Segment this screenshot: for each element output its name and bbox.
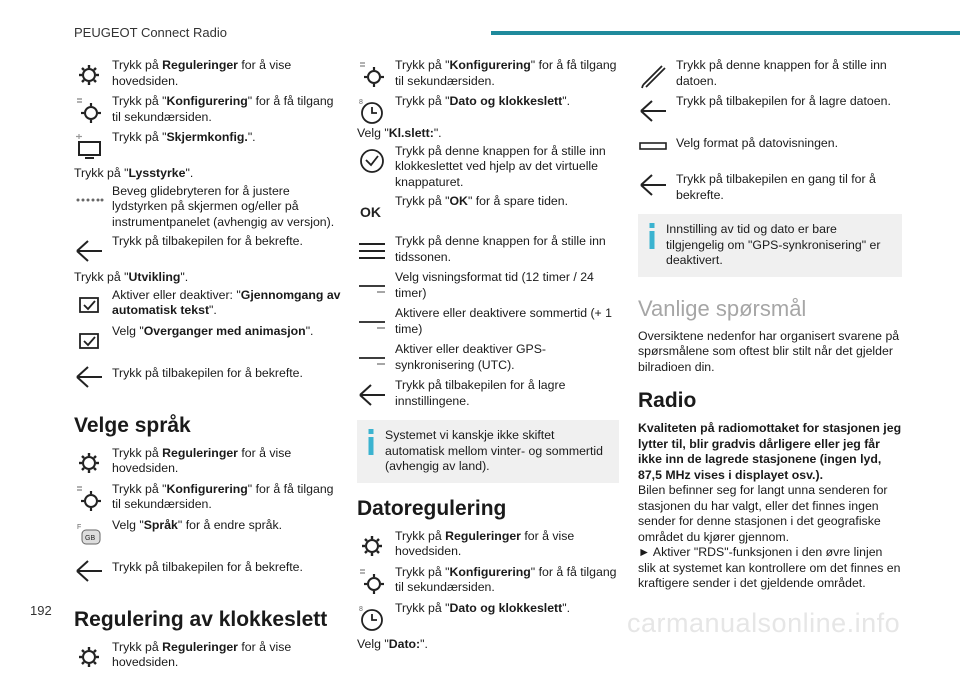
gear-icon [74,60,104,90]
checkbox-icon [74,290,104,320]
section-heading-clock: Regulering av klokkeslett [74,607,328,631]
instruction-item: Trykk på tilbakepilen for å bekrefte. [74,234,342,268]
back-arrow-icon [638,170,668,200]
faq-answer: Bilen befinner seg for langt unna senderen for stasjonen du har valgt, eller det finnes ingen sender for denne stasjonen i det geografiske området du kjører gjennom. [638,483,888,544]
gear-icon [74,642,104,672]
instruction-item: Trykk på tilbakepilen en gang til for å bekrefte. [638,168,902,206]
format-bar-icon [638,132,668,162]
header-accent-bar [491,31,960,35]
instruction-item: Trykk på "Konfigurering" for å få tilgang til sekundærsiden. [74,482,342,516]
ok-button-icon [357,196,387,226]
svg-text:8: 8 [359,99,363,106]
back-arrow-icon [74,362,104,392]
section-heading-faq: Vanlige spørsmål [638,295,807,321]
svg-text:OK: OK [360,204,381,220]
instruction-item: OK Trykk på "OK" for å spare tiden. [357,194,619,232]
info-box [357,420,619,483]
checkmark-circle-icon [357,146,387,176]
instruction-item: Trykk på Reguleringer for å vise hovedsiden. [74,640,342,674]
watermark: carmanualsonline.info [627,608,901,638]
faq-question: Kvaliteten på radiomottaket for stasjonen jeg lytter til, blir gradvis dårligere eller jeg får ikke inn de lagrede stasjonene (ingen lyd, 87,5 MHz vises i displayet osv.). [638,421,902,482]
svg-text:8: 8 [359,605,363,613]
info-icon [367,429,375,455]
back-arrow-icon [74,556,104,586]
checkbox-icon [74,326,104,356]
instruction-item: Velg format på datovisningen. [638,130,902,166]
screen-brightness-icon [74,132,104,162]
instruction-item: Trykk på Reguleringer for å vise hovedsiden. [74,446,342,480]
instruction-item: Trykk på denne knappen for å stille inn datoen. [638,58,902,92]
instruction-item: Aktiver eller deaktiver GPS-synkronisering (UTC). [357,342,619,376]
clock-icon [357,603,387,633]
info-text: Systemet vi kanskje ikke skiftet automatisk mellom vinter- og sommertid (avhengig av land). [385,428,603,473]
svg-text:GB: GB [85,534,96,542]
instruction-text: Trykk på "Lysstyrke". [74,166,194,180]
instruction-item: Trykk på tilbakepilen for å lagre datoen. [638,94,902,128]
settings-gear-icon [74,484,104,514]
page-header-title: PEUGEOT Connect Radio [74,25,227,40]
slider-instruction: Beveg glidebryteren for å justere lydstyrken på skjermen og/eller på instrumentpanelet (avhengig av versjon). [112,183,335,229]
pencil-icon [638,60,668,90]
instruction-item: Aktiver eller deaktiver: "Gjennomgang av automatisk tekst". [74,288,342,322]
column-3 [638,58,902,592]
language-flag-icon [74,520,104,550]
instruction-text: Velg "Dato:". [357,636,428,651]
back-arrow-icon [74,236,104,266]
instruction-item: Trykk på "Konfigurering" for å få tilgang til sekundærsiden. [357,565,619,599]
toggle-icon [357,308,387,338]
settings-gear-icon [357,60,387,90]
info-box [638,214,902,277]
gear-icon [74,448,104,478]
faq-intro: Oversiktene nedenfor har organisert svarene på spørsmålene som oftest blir stilt når det gjelder bilradioen din. [638,328,900,374]
settings-gear-icon [74,96,104,126]
faq-action: ► Aktiver "RDS"-funksjonen i den øvre linjen slik at systemet kan kontrollere om det finnes en kraftigere sender i det gjeldende området. [638,545,901,590]
instruction-item: Velg visningsformat tid (12 timer / 24 timer) [357,270,619,304]
column-1 [74,58,342,676]
slider-icon [74,184,104,214]
instruction-item: Trykk på Reguleringer for å vise hovedsiden. [74,58,342,92]
toggle-icon [357,272,387,302]
info-text: Innstilling av tid og dato er bare tilgjengelig om "GPS-synkronisering" er deaktivert. [666,222,881,267]
page-number: 192 [30,603,52,618]
section-heading-language: Velge språk [74,413,191,437]
keyboard-instruction: Trykk på denne knappen for å stille inn klokkeslettet ved hjelp av det virtuelle knappaturet. [395,143,606,189]
instruction-item: 8 Trykk på "Dato og klokkeslett". [357,94,619,128]
back-arrow-icon [357,380,387,410]
svg-text:F: F [77,523,82,531]
settings-gear-icon [357,567,387,597]
clock-icon [357,96,387,126]
section-heading-date: Datoregulering [357,496,507,520]
column-2 [357,58,619,654]
instruction-item: Aktivere eller deaktivere sommertid (+ 1 time) [357,306,619,340]
instruction-item: Velg "Overganger med animasjon". [74,324,342,358]
instruction-item: Trykk på "Konfigurering" for å få tilgang til sekundærsiden. [74,94,342,128]
menu-icon [357,236,387,266]
instruction-item: Trykk på "Konfigurering" for å få tilgang til sekundærsiden. [357,58,619,92]
toggle-icon [357,344,387,374]
back-arrow-icon [638,96,668,126]
info-icon [648,223,656,249]
instruction-text: Trykk på "Utvikling". [74,270,189,284]
gear-icon [357,531,387,561]
instruction-item: 8 Trykk på "Dato og klokkeslett". [357,601,619,635]
instruction-item: Trykk på denne knappen for å stille inn tidssonen. [357,234,619,268]
section-heading-radio: Radio [638,389,697,412]
instruction-item: Trykk på "Skjermkonfig.". [74,130,342,164]
instruction-item: Trykk på tilbakepilen for å lagre innstillingene. [357,378,619,412]
instruction-item: Trykk på tilbakepilen for å bekrefte. [74,554,342,594]
instruction-item [74,184,342,231]
instruction-item: GB F Velg "Språk" for å endre språk. [74,518,342,552]
instruction-item: Trykk på tilbakepilen for å bekrefte. [74,360,342,400]
instruction-item: Trykk på Reguleringer for å vise hovedsiden. [357,529,619,563]
instruction-text: Velg "Kl.slett:". [357,126,442,140]
instruction-item [357,144,619,191]
